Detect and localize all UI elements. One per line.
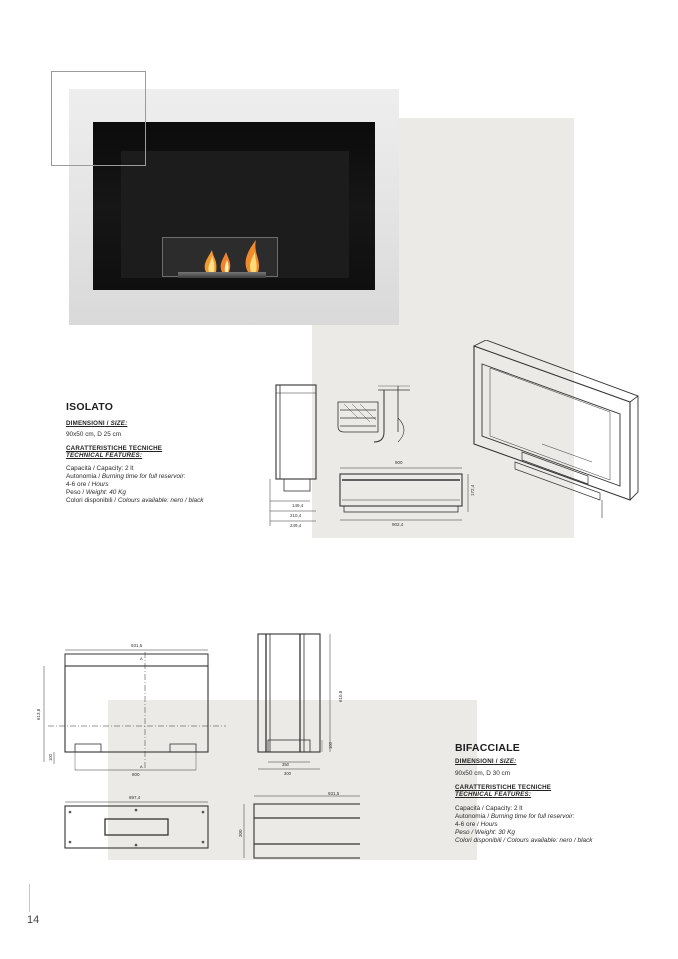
colors-it: Colori disponibili / — [455, 837, 507, 844]
bifacciale-dim-left-h: 613,8 — [36, 708, 41, 720]
bifacciale-title: BIFACCIALE — [455, 742, 520, 754]
autonomy-it: Autonomia / — [66, 473, 102, 480]
colors-it: Colori disponibili / — [66, 497, 118, 504]
isolato-dim-d2: 210,4 — [290, 513, 302, 518]
hours-it: 4-6 ore / — [66, 481, 92, 488]
bifacciale-capacity: Capacità / Capacity: 2 lt — [455, 805, 523, 812]
bifacciale-dim-side-h: 610,8 — [338, 690, 343, 702]
isolato-dimensions-label: DIMENSIONI / SIZE: — [66, 420, 128, 427]
isolato-dim-w1: 900 — [395, 460, 403, 465]
bifacciale-dim-side-w2: 300 — [284, 771, 291, 776]
autonomy-en: Burning time for full reservoir: — [101, 473, 186, 480]
page-number-rule — [29, 884, 30, 912]
bifacciale-top-view — [238, 796, 360, 858]
isolato-isometric-view — [474, 340, 638, 518]
bifacciale-dim-top2-w: 931,5 — [328, 791, 340, 796]
hours-en: Hours — [480, 821, 498, 828]
bifacciale-dimensions-label: DIMENSIONI / SIZE: — [455, 758, 517, 765]
bifacciale-mark-a-bottom: A — [140, 764, 143, 769]
bifacciale-features-label-it: CARATTERISTICHE TECNICHE — [455, 784, 552, 791]
colors-en: Colours available: nero / black — [117, 497, 204, 504]
page-number: 14 — [27, 914, 40, 926]
isolato-drawings — [260, 340, 640, 540]
isolato-detail-view — [338, 386, 410, 442]
features-label-en: TECHNICAL FEATURES: — [455, 791, 532, 798]
isolato-dim-h1: 172,4 — [470, 484, 475, 496]
dimensions-label-en: SIZE: — [110, 420, 128, 427]
dimensions-label-it: DIMENSIONI — [455, 758, 494, 765]
flames — [198, 234, 273, 276]
bifacciale-dim-side-small: 100 — [328, 742, 333, 749]
bifacciale-weight — [455, 829, 665, 837]
isolato-features-label-it: CARATTERISTICHE TECNICHE — [66, 445, 163, 452]
isolato-front-view — [340, 460, 475, 527]
bifacciale-drawings — [30, 630, 360, 860]
hours-it: 4-6 ore / — [455, 821, 481, 828]
bifacciale-features-label-en — [455, 791, 665, 798]
bifacciale-spec-block — [455, 742, 665, 845]
features-label-en: TECHNICAL FEATURES: — [66, 452, 143, 459]
autonomy-it: Autonomia / — [455, 813, 491, 820]
bifacciale-dim-side-w1: 350 — [282, 762, 289, 767]
bifacciale-dim-top2-h: 300 — [238, 829, 243, 837]
burner — [178, 272, 266, 278]
dimensions-label-it: DIMENSIONI — [66, 420, 105, 427]
isolato-capacity: Capacità / Capacity: 2 lt — [66, 465, 134, 472]
weight-it: Peso / — [455, 829, 475, 836]
bifacciale-features-list — [455, 805, 665, 845]
bifacciale-hours — [455, 821, 665, 829]
bifacciale-mark-a-top: A — [140, 656, 143, 661]
bifacciale-dimensions-value: 90x50 cm, D 30 cm — [455, 770, 511, 777]
decorative-outline-square — [51, 71, 146, 166]
autonomy-en: Burning time for full reservoir: — [490, 813, 575, 820]
weight-en: Weight: 30 Kg — [474, 829, 515, 836]
isolato-dim-d3: 249,4 — [290, 523, 302, 528]
isolato-title: ISOLATO — [66, 401, 114, 413]
bifacciale-colors — [455, 837, 665, 845]
isolato-dim-d1: 149,4 — [292, 503, 304, 508]
weight-it: Peso / — [66, 489, 86, 496]
bifacciale-dim-top-w: 931,5 — [131, 643, 143, 648]
bifacciale-dim-small-h: 100 — [48, 754, 53, 761]
isolato-dim-w2: 902,4 — [392, 522, 404, 527]
weight-en: Weight: 40 Kg — [85, 489, 126, 496]
hours-en: Hours — [91, 481, 109, 488]
bifacciale-front-view — [36, 643, 226, 777]
bifacciale-dim-plan-w: 897,4 — [129, 795, 141, 800]
bifacciale-plan-view — [65, 795, 208, 848]
bifacciale-autonomy — [455, 813, 665, 821]
bifacciale-top-view-label — [250, 786, 420, 798]
bifacciale-dim-bottom-w: 800 — [132, 772, 140, 777]
isolato-side-view — [270, 385, 316, 528]
dimensions-label-en: SIZE: — [499, 758, 517, 765]
bifacciale-side-view — [258, 634, 343, 776]
isolato-dimensions-value: 90x50 cm, D 25 cm — [66, 431, 122, 438]
colors-en: Colours available: nero / black — [506, 837, 593, 844]
